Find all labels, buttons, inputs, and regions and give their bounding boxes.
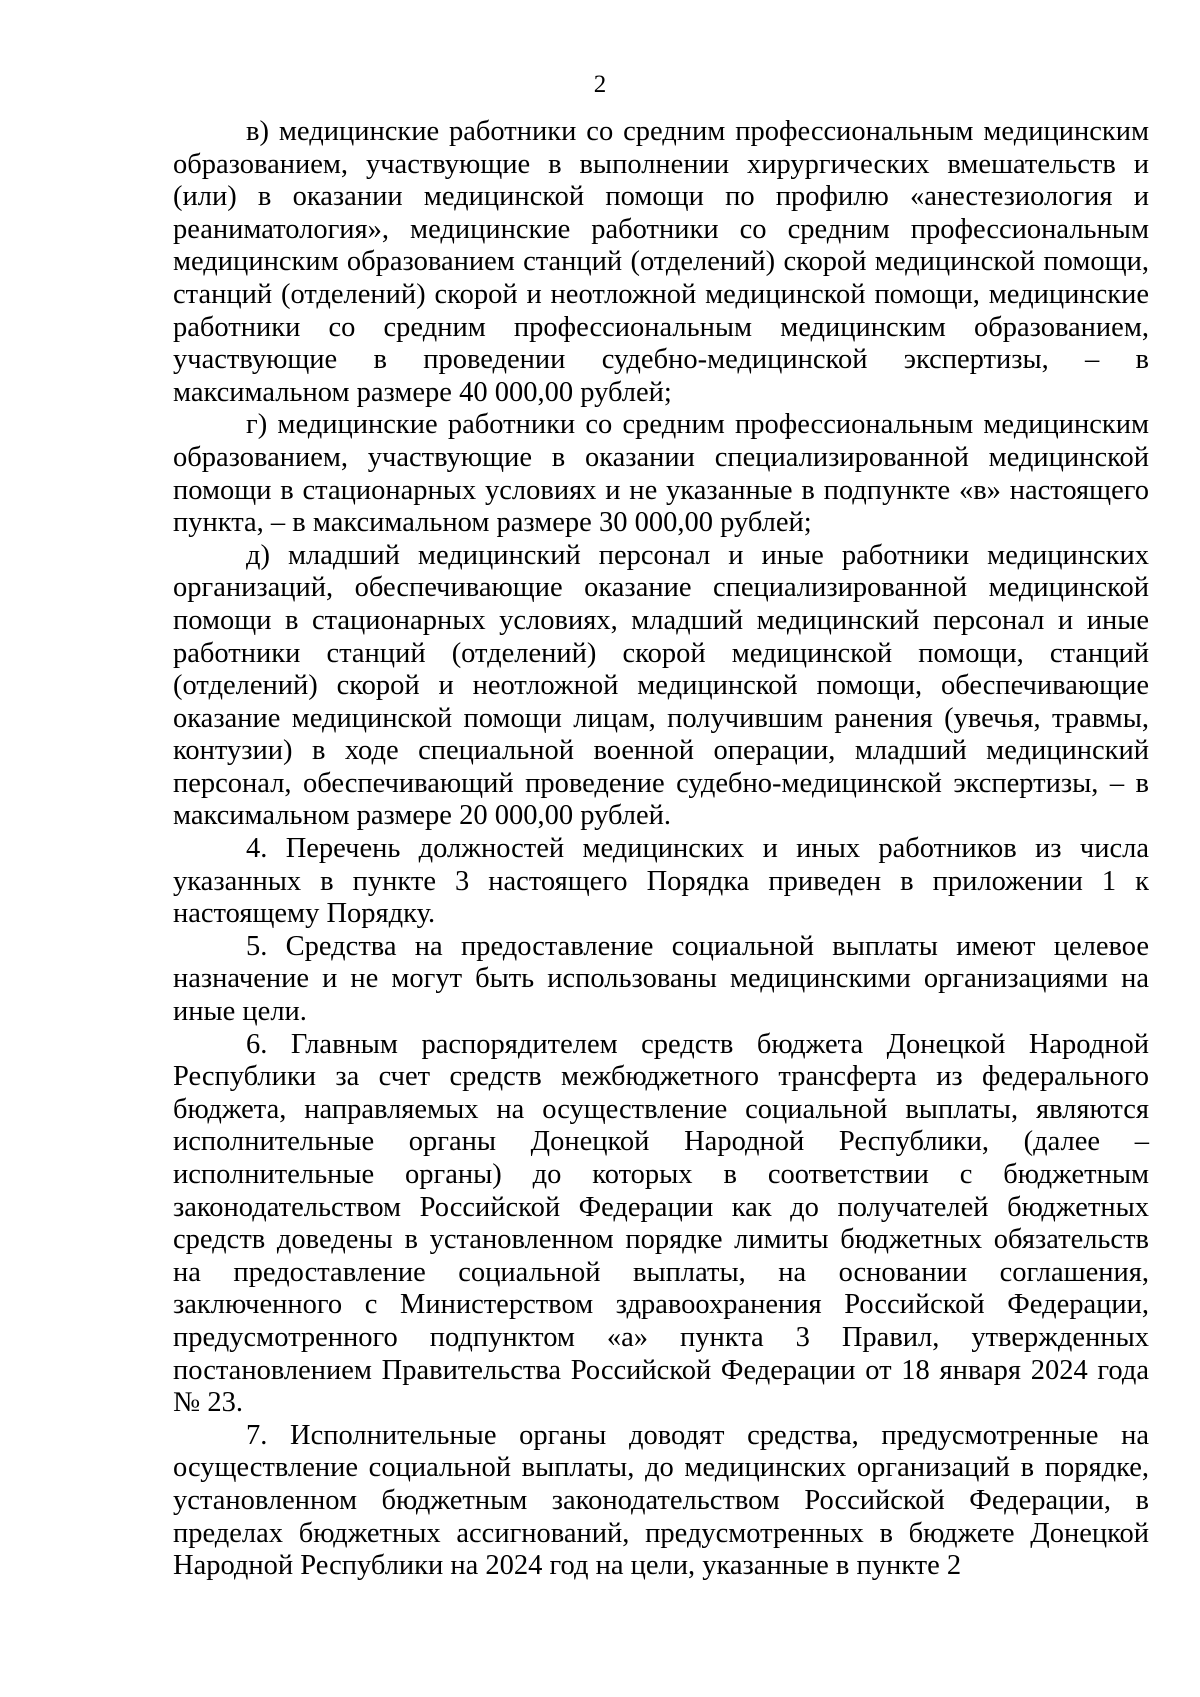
paragraph-item-7: 7. Исполнительные органы доводят средства, предусмотренные на осуществление социальной выплаты, до медицинских организаций в порядке, установленном бюджетным законодательством Российской Федерации, в пределах бюджетных ассигнований, предусмотренных в бюджете Донецкой Народной Республики на 2024 год на цели, указанные в пункте 2 bbox=[173, 1419, 1149, 1582]
paragraph-item-5: 5. Средства на предоставление социальной выплаты имеют целевое назначение и не могут быть использованы медицинскими организациями на иные цели. bbox=[173, 930, 1149, 1028]
paragraph-item-4: 4. Перечень должностей медицинских и иных работников из числа указанных в пункте 3 настоящего Порядка приведен в приложении 1 к настоящему Порядку. bbox=[173, 833, 1149, 930]
page-number: 2 bbox=[593, 71, 607, 98]
paragraph-item-6: 6. Главным распорядителем средств бюджета Донецкой Народной Республики за счет средств межбюджетного трансферта из федерального бюджета, направляемых на осуществление социальной выплаты, являются исполнительные органы Донецкой Народной Республики, (далее – исполнительные органы) до которых в соответствии с бюджетным законодательством Российской Федерации как до получателей бюджетных средств доведены в установленном порядке лимиты бюджетных обязательств на предоставление социальной выплаты, на основании соглашения, заключенного с Министерством здравоохранения Российской Федерации, предусмотренного подпунктом «а» пункта 3 Правил, утвержденных постановлением Правительства Российской Федерации от 18 января 2024 года № 23. bbox=[173, 1028, 1149, 1419]
paragraph-subitem-v: в) медицинские работники со средним профессиональным медицинским образованием, участвующие в выполнении хирургических вмешательств и (или) в оказании медицинской помощи по профилю «анестезиология и реаниматология», медицинские работники со средним профессиональным медицинским образованием станций (отделений) скорой медицинской помощи, станций (отделений) скорой и неотложной медицинской помощи, медицинские работники со средним профессиональным медицинским образованием, участвующие в проведении судебно-медицинской экспертизы, – в максимальном размере 40 000,00 рублей; bbox=[173, 116, 1149, 408]
paragraph-subitem-g: г) медицинские работники со средним профессиональным медицинским образованием, участвующие в оказании специализированной медицинской помощи в стационарных условиях и не указанные в подпункте «в» настоящего пункта, – в максимальном размере 30 000,00 рублей; bbox=[173, 409, 1149, 539]
paragraph-subitem-d: д) младший медицинский персонал и иные работники медицинских организаций, обеспечивающие оказание специализированной медицинской помощи в стационарных условиях, младший медицинский персонал и иные работники станций (отделений) скорой медицинской помощи, станций (отделений) скорой и неотложной медицинской помощи, обеспечивающие оказание медицинской помощи лицам, получившим ранения (увечья, травмы, контузии) в ходе специальной военной операции, младший медицинский персонал, обеспечивающий проведение судебно-медицинской экспертизы, – в максимальном размере 20 000,00 рублей. bbox=[173, 539, 1149, 832]
document-body bbox=[173, 116, 1149, 1583]
